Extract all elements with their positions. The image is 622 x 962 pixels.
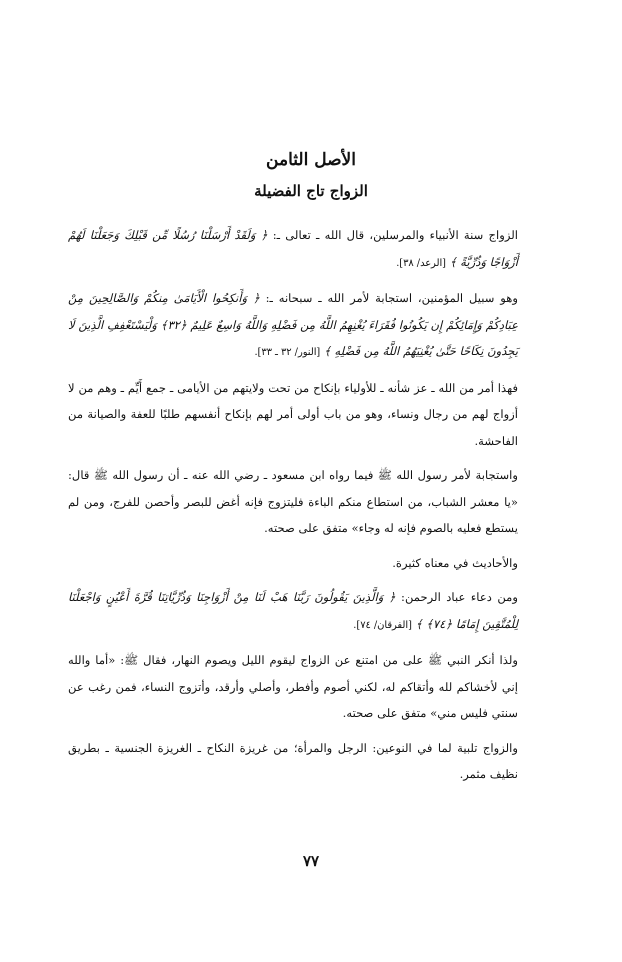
paragraph: [68, 462, 518, 542]
verse-reference: [الرعد/ ٣٨].: [396, 257, 446, 269]
paragraph-text: والأحاديث في معناه كثيرة.: [392, 555, 518, 570]
paragraph: [68, 584, 518, 639]
paragraph-text: واستجابة لأمر رسول الله ﷺ فيما رواه ابن مسعود ـ رضي الله عنه ـ أن رسول الله ﷺ قال: «يا معشر الشباب، من استطاع منكم الباءة فليتزوج فإنه أغض للبصر وأحصن للفرج، ومن لم يستطع فعليه بالصوم فإنه له وجاء» متفق على صحته.: [68, 468, 518, 535]
chapter-subtitle: الزواج تاج الفضيلة: [254, 182, 368, 200]
quran-verse: ﴿ وَأَنكِحُوا الْأَيَامَىٰ مِنكُمْ وَالصَّالِحِينَ مِنْ عِبَادِكُمْ وَإِمَائِكُمْ إِن يَكُونُوا فُقَرَاءَ يُغْنِهِمُ اللَّهُ مِن فَضْلِهِ وَاللَّهُ وَاسِعٌ عَلِيمٌ ﴿٣٢﴾ وَلْيَسْتَعْفِفِ الَّذِينَ لَا يَجِدُونَ نِكَاحًا حَتَّىٰ يُغْنِيَهُمُ اللَّهُ مِن فَضْلِهِ ﴾: [68, 291, 518, 358]
quran-verse: ﴿ وَلَقَدْ أَرْسَلْنَا رُسُلًا مِّن قَبْلِكَ وَجَعَلْنَا لَهُمْ أَزْوَاجًا وَذُرِّيَّةً ﴾: [68, 228, 518, 269]
paragraph-text: ومن دعاء عباد الرحمن:: [401, 590, 518, 604]
paragraph-text: وهو سبيل المؤمنين، استجابة لأمر الله ـ سبحانه ـ:: [265, 291, 519, 305]
chapter-title: الأصل الثامن: [266, 150, 356, 170]
body-text: [68, 222, 518, 796]
paragraph-text: الزواج سنة الأنبياء والمرسلين، قال الله ـ تعالى ـ:: [272, 228, 519, 242]
paragraph: [68, 222, 518, 277]
paragraph: [68, 550, 518, 577]
verse-reference: [النور/ ٣٢ ـ ٣٣].: [254, 347, 321, 358]
paragraph: [68, 735, 518, 788]
paragraph: [68, 375, 518, 455]
page-number: ٧٧: [302, 852, 320, 870]
quran-verse: ﴿ وَالَّذِينَ يَقُولُونَ رَبَّنَا هَبْ لَنَا مِنْ أَزْوَاجِنَا وَذُرِّيَّاتِنَا قُرَّةَ أَعْيُنٍ وَاجْعَلْنَا لِلْمُتَّقِينَ إِمَامًا ﴿٧٤﴾ ﴾: [68, 590, 518, 631]
verse-reference: [الفرقان/ ٧٤].: [353, 619, 412, 631]
paragraph: [68, 285, 518, 367]
paragraph-text: والزواج تلبية لما في النوعين: الرجل والمرأة؛ من غريزة النكاح ـ الغريزة الجنسية ـ بطريق نظيف مثمر.: [68, 740, 518, 781]
paragraph: [68, 647, 518, 727]
paragraph-text: ولذا أنكر النبي ﷺ على من امتنع عن الزواج ليقوم الليل ويصوم النهار، فقال ﷺ: «أما والله إني لأخشاكم لله وأتقاكم له، لكني أصوم وأفطر، وأصلي وأرقد، وأتزوج النساء، فمن رغب عن سنتي فليس مني» متفق على صحته.: [68, 653, 518, 720]
paragraph-text: فهذا أمر من الله ـ عز شأنه ـ للأولياء بإنكاح من تحت ولايتهم من الأيامى ـ جمع أَيِّم ـ وهم من لا أزواج لهم من رجال ونساء، وهو من باب أولى أمر لهم بإنكاح أنفسهم طلبًا للعفة والصيانة من الفاحشة.: [68, 380, 518, 448]
